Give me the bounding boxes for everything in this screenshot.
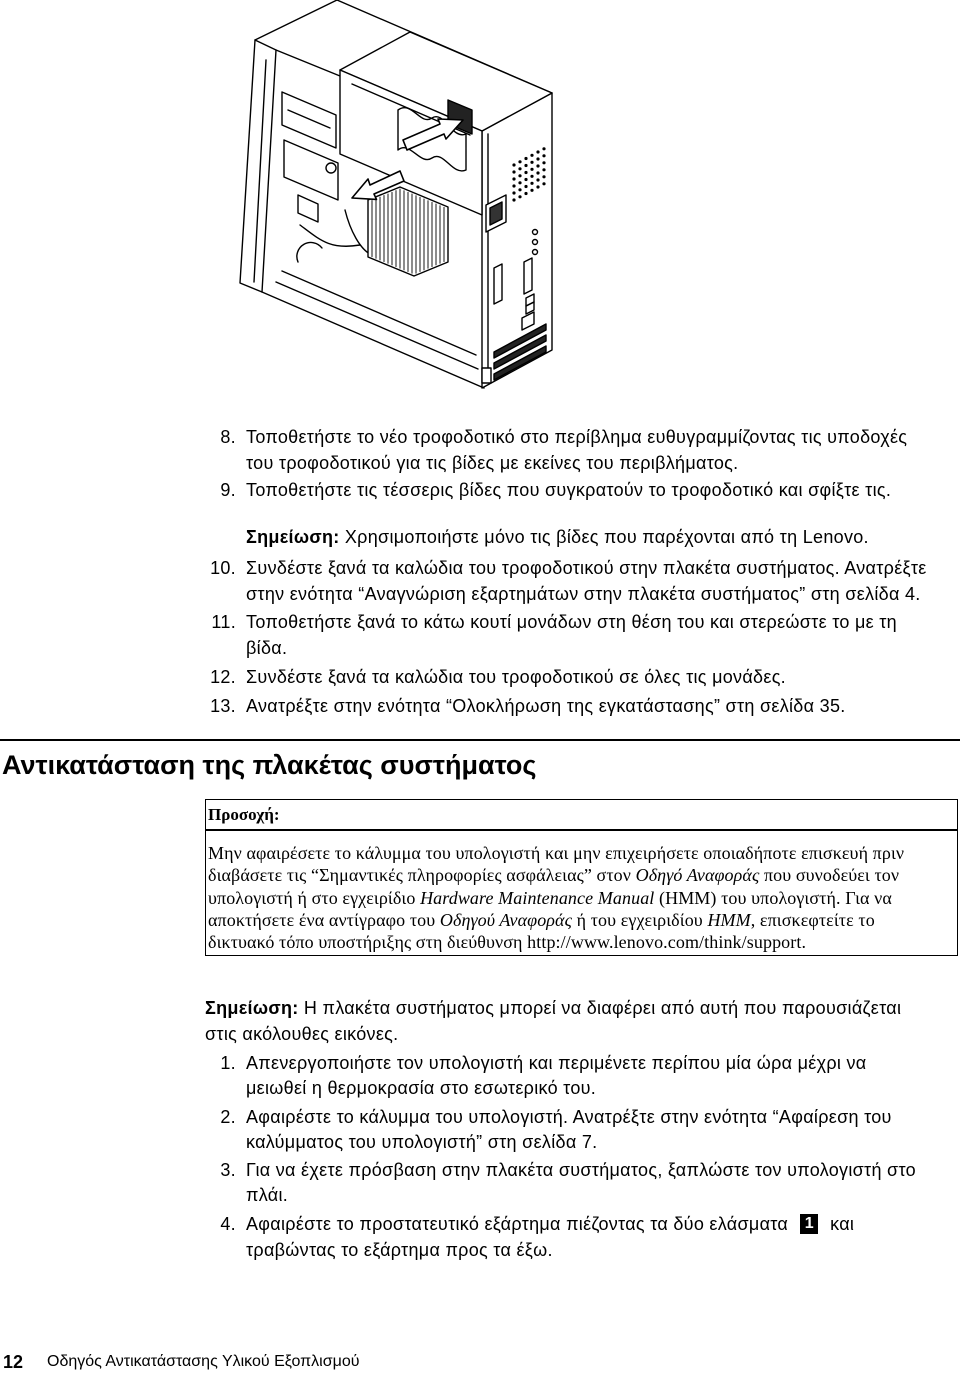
vent-hole [530, 182, 533, 185]
vent-hole [524, 185, 527, 188]
drive-latch [326, 163, 336, 173]
caution-segment: που συνοδεύει τον [759, 865, 900, 886]
footer-title: Οδηγός Αντικατάστασης Υλικού Εξοπλισμού [47, 1353, 360, 1370]
vent-hole [542, 168, 545, 171]
step-text: Για να έχετε πρόσβαση στην πλακέτα συστήματος, ξαπλώστε τον υπολογιστή στο [246, 1160, 916, 1180]
step-number: 13. [210, 696, 236, 716]
vent-hole [542, 161, 545, 164]
reference-guide-title: Οδηγό Αναφοράς [635, 865, 760, 886]
step-text: Συνδέστε ξανά τα καλώδια του τροφοδοτικού στην πλακέτα συστήματος. Ανατρέξτε [246, 558, 927, 578]
caution-segment: υπολογιστή ή στο εγχειρίδιο [208, 887, 421, 908]
note-text: Χρησιμοποιήστε μόνο τις βίδες που παρέχονται από τη Lenovo. [344, 527, 869, 547]
step-text: Απενεργοποιήστε τον υπολογιστή και περιμένετε περίπου μία ώρα μέχρι να [246, 1053, 867, 1073]
vent-hole [512, 170, 515, 173]
caution-segment: . [801, 932, 807, 953]
vent-hole [524, 157, 527, 160]
step-text: Αφαιρέστε το κάλυμμα του υπολογιστή. Ανατρέξτε στην ενότητα “Αφαίρεση του [246, 1107, 892, 1127]
caution-line [208, 931, 904, 953]
step-text: του τροφοδοτικού για τις βίδες με εκείνες του περιβλήματος. [246, 453, 739, 473]
drive-bracket [298, 195, 318, 222]
step-text: Συνδέστε ξανά τα καλώδια του τροφοδοτικού σε όλες τις μονάδες. [246, 667, 786, 687]
step-number: 1. [220, 1053, 236, 1073]
step-number: 8. [220, 427, 236, 447]
caution-segment: , επισκεφτείτε το [750, 909, 875, 930]
step-text-segment: Αφαιρέστε το προστατευτικό εξάρτημα πιέζοντας τα δύο ελάσματα [246, 1214, 789, 1234]
caution-line [208, 842, 904, 864]
vent-hole [536, 185, 539, 188]
callout-badge: 1 [800, 1214, 818, 1234]
vent-hole [512, 191, 515, 194]
vent-hole [524, 171, 527, 174]
caution-line [208, 864, 904, 886]
hmm-abbreviation: HMM [707, 909, 751, 930]
vent-hole [518, 195, 521, 198]
caution-line [208, 887, 904, 909]
vent-hole [536, 171, 539, 174]
step-text: καλύμματος του υπολογιστή” στη σελίδα 7. [246, 1132, 598, 1152]
vent-hole [512, 184, 515, 187]
hmm-manual-title: Hardware Maintenance Manual [420, 887, 655, 908]
step-number: 12. [210, 667, 236, 687]
vent-hole [530, 161, 533, 164]
caution-segment: (HMM) του υπολογιστή. Για να [654, 887, 892, 908]
power-supply-installation-illustration [0, 0, 960, 410]
vent-hole [518, 188, 521, 191]
vent-hole [536, 157, 539, 160]
step-text: Τοποθετήστε ξανά το κάτω κουτί μονάδων στη θέση του και στερεώστε το με τη [246, 612, 897, 632]
note-label: Σημείωση: [205, 998, 299, 1018]
step-number: 2. [220, 1107, 236, 1127]
step-number: 10. [210, 558, 236, 578]
page-number: 12 [3, 1352, 24, 1372]
step-text [246, 1211, 854, 1237]
vent-hole [536, 178, 539, 181]
vent-hole [530, 168, 533, 171]
vent-hole [512, 163, 515, 166]
speaker [297, 242, 322, 262]
step-text: στην ενότητα “Αναγνώριση εξαρτημάτων στην πλακέτα συστήματος” στη σελίδα 4. [246, 584, 921, 604]
step-text: Ανατρέξτε στην ενότητα “Ολοκλήρωση της εγκατάστασης” στη σελίδα 35. [246, 696, 846, 716]
vent-hole [542, 154, 545, 157]
vent-hole [524, 192, 527, 195]
caution-divider [206, 829, 957, 831]
floor-line [276, 282, 478, 369]
caution-segment: δικτυακό τόπο υποστήριξης στη διεύθυνση [208, 932, 528, 953]
caution-segment: ή του εγχειριδίου [572, 909, 708, 930]
drive-bay-upper [282, 92, 336, 148]
caution-box [205, 799, 958, 956]
vent-hole [512, 177, 515, 180]
step-number: 4. [220, 1214, 236, 1234]
caution-segment: Μην αφαιρέσετε το κάλυμμα του υπολογιστή και μην επιχειρήσετε οποιαδήποτε επισκευή πριν [208, 843, 905, 863]
step-text-segment: και [830, 1214, 855, 1234]
section-title: Αντικατάσταση της πλακέτας συστήματος [2, 750, 537, 780]
note-label: Σημείωση: [246, 527, 340, 547]
reference-guide-title: Οδηγού Αναφοράς [439, 909, 572, 930]
vent-hole [542, 175, 545, 178]
step-text: Τοποθετήστε το νέο τροφοδοτικό στο περίβλημα ευθυγραμμίζοντας τις υποδοχές [246, 427, 908, 447]
caution-segment: αποκτήσετε ένα αντίγραφο του [208, 909, 440, 930]
vent-hole [530, 175, 533, 178]
note-text: στις ακόλουθες εικόνες. [205, 1024, 399, 1044]
vent-hole [536, 150, 539, 153]
vent-hole [536, 164, 539, 167]
step-text: Τοποθετήστε τις τέσσερις βίδες που συγκρατούν το τροφοδοτικό και σφίξτε τις. [246, 480, 892, 500]
step-text: βίδα. [246, 638, 288, 658]
step-number: 11. [211, 612, 236, 632]
step-number: 9. [220, 480, 236, 500]
screw-note [246, 524, 869, 550]
step-text: μειωθεί η θερμοκρασία στο εσωτερικό του. [246, 1078, 597, 1098]
bottom-rail [262, 292, 484, 388]
vent-hole [512, 198, 515, 201]
near-top-rail [276, 50, 340, 76]
vent-hole [518, 167, 521, 170]
caution-segment: διαβάσετε τις “Σημαντικές πληροφορίες ασφάλειας” στον [208, 865, 636, 886]
vent-hole [518, 181, 521, 184]
front-bezel [240, 40, 276, 292]
step-text: τραβώντας το εξάρτημα προς τα έξω. [246, 1240, 553, 1260]
vent-hole [530, 154, 533, 157]
vent-hole [530, 189, 533, 192]
caution-text [208, 842, 904, 953]
caution-label: Προσοχή: [208, 805, 280, 824]
vent-hole [524, 164, 527, 167]
vent-hole [524, 178, 527, 181]
section-divider [0, 739, 960, 741]
step-number: 3. [220, 1160, 236, 1180]
support-url: http://www.lenovo.com/think/support [527, 932, 802, 953]
step-text: πλάι. [246, 1185, 289, 1205]
padlock-loop [482, 368, 491, 383]
vent-hole [518, 174, 521, 177]
vent-hole [542, 147, 545, 150]
top-front-edge [255, 0, 337, 40]
vent-hole [542, 182, 545, 185]
vent-hole [518, 160, 521, 163]
board-note [205, 995, 901, 1021]
note-text: Η πλακέτα συστήματος μπορεί να διαφέρει από αυτή που παρουσιάζεται [303, 998, 902, 1018]
caution-line [208, 909, 904, 931]
